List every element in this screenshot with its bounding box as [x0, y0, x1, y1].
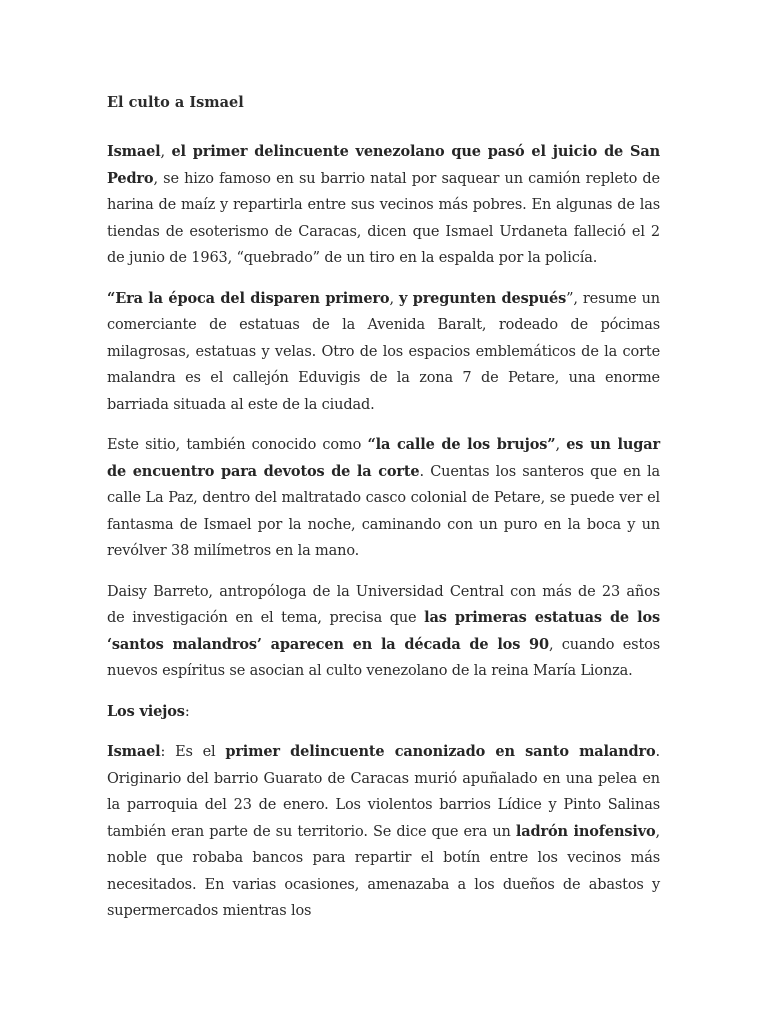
section-subheading — [107, 699, 660, 726]
text-run: Este sitio, también conocido como — [107, 437, 368, 453]
text-run: , cuando estos nuevos espíritus se asocian al culto venezolano de la reina María Lionza. — [107, 636, 661, 679]
text-run: , — [555, 437, 567, 453]
paragraph-5 — [107, 739, 660, 925]
bold-text: es un lugar de encuentro para devotos de la corte — [107, 436, 660, 480]
text-run: , noble que robaba bancos para repartir el botín entre los vecinos más necesitados. En varias ocasiones, amenazaba a los dueños de abastos y supermercados mientras los — [107, 823, 660, 919]
text-run: , — [389, 290, 399, 307]
text-run: Daisy Barreto, antropóloga de la Universidad Central con más de 23 años de investigación en el tema, precisa que — [107, 583, 660, 626]
document-title: El culto a Ismael — [107, 94, 244, 111]
text-run: , se hizo famoso en su barrio natal por saquear un camión repleto de harina de maíz y repartirla entre sus vecinos más pobres. En algunas de las tiendas de esoterismo de Caracas, dicen que Ismael Urdaneta falleció el 2 de junio de 1963, “quebrado” de un tiro en la espalda por la policía. — [107, 170, 660, 266]
text-run: : — [184, 703, 190, 720]
bold-text: “Era la época del disparen primero — [107, 289, 390, 307]
paragraph-1 — [107, 139, 660, 272]
paragraph-4 — [107, 579, 660, 685]
bold-text: las primeras estatuas de los ‘santos malandros’ aparecen en la década de los 90 — [107, 609, 660, 653]
text-run: ”, resume un comerciante de estatuas de la Avenida Baralt, rodeado de pócimas milagrosas, estatuas y velas. Otro de los espacios emblemáticos de la corte malandra es el callejón Eduvigis de la zona 7 de Petare, una enorme barriada situada al este de la ciudad. — [107, 290, 660, 413]
bold-text: Ismael — [107, 743, 161, 760]
text-run: . Cuentas los santeros que en la calle La Paz, dentro del maltratado casco colonial de Petare, se puede ver el fantasma de Ismael por la noche, caminando con un puro en la boca y un revólver 38 milímetros en la mano. — [107, 463, 660, 559]
bold-text: “la calle de los brujos” — [367, 436, 556, 453]
bold-text: y pregunten después — [398, 289, 567, 307]
text-run: : Es el — [160, 744, 226, 760]
bold-text: Ismael — [107, 143, 161, 160]
paragraph-3 — [107, 432, 660, 565]
text-run: . Originario del barrio Guarato de Caracas murió apuñalado en una pelea en la parroquia del 23 de enero. Los violentos barrios Lídice y Pinto Salinas también eran parte de su territorio. Se dice que era un — [107, 744, 660, 840]
bold-text: Los viejos — [107, 702, 185, 720]
bold-text: ladrón inofensivo — [515, 822, 656, 840]
paragraph-2 — [107, 286, 660, 419]
bold-text: primer delincuente canonizado en santo malandro — [225, 743, 656, 760]
text-run: , — [160, 144, 172, 160]
bold-text: el primer delincuente venezolano que pasó el juicio de San Pedro — [107, 143, 660, 187]
